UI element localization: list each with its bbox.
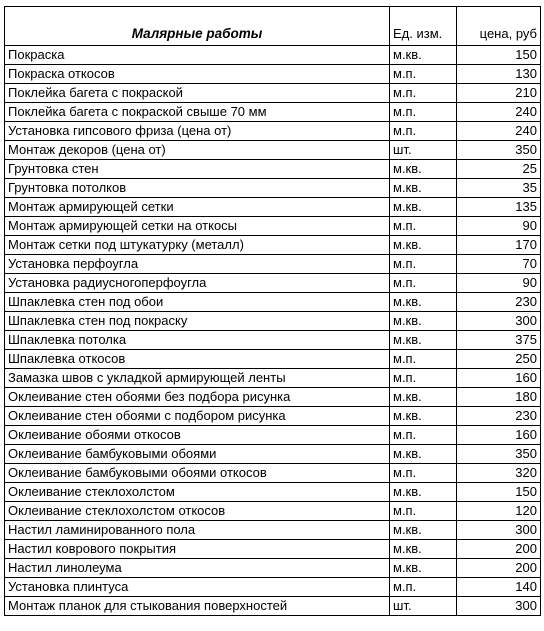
cell-unit: м.п. — [390, 122, 457, 141]
cell-unit: м.кв. — [390, 521, 457, 540]
table-row — [5, 350, 541, 369]
cell-service: Грунтовка стен — [5, 160, 390, 179]
cell-price: 140 — [457, 578, 541, 597]
cell-unit: м.кв. — [390, 540, 457, 559]
cell-unit: м.кв. — [390, 46, 457, 65]
table-row — [5, 255, 541, 274]
cell-price: 300 — [457, 312, 541, 331]
cell-unit: шт. — [390, 141, 457, 160]
cell-unit: м.п. — [390, 464, 457, 483]
cell-price: 130 — [457, 65, 541, 84]
cell-price: 170 — [457, 236, 541, 255]
cell-price: 90 — [457, 274, 541, 293]
table-row — [5, 179, 541, 198]
table-row — [5, 369, 541, 388]
cell-service: Установка гипсового фриза (цена от) — [5, 122, 390, 141]
table-row — [5, 312, 541, 331]
cell-unit: м.кв. — [390, 312, 457, 331]
cell-unit: м.п. — [390, 103, 457, 122]
cell-price: 120 — [457, 502, 541, 521]
cell-service: Оклеивание бамбуковыми обоями откосов — [5, 464, 390, 483]
cell-unit: м.кв. — [390, 483, 457, 502]
cell-service: Грунтовка потолков — [5, 179, 390, 198]
cell-price: 240 — [457, 103, 541, 122]
cell-unit: м.кв. — [390, 179, 457, 198]
table-row — [5, 141, 541, 160]
cell-unit: м.п. — [390, 84, 457, 103]
cell-service: Монтаж планок для стыкования поверхностей — [5, 597, 390, 616]
table-row — [5, 540, 541, 559]
table-row — [5, 293, 541, 312]
cell-unit: м.п. — [390, 426, 457, 445]
cell-service: Оклеивание стеклохолстом — [5, 483, 390, 502]
header-unit: Ед. изм. — [390, 7, 457, 46]
table-row — [5, 122, 541, 141]
table-row — [5, 103, 541, 122]
table-row — [5, 388, 541, 407]
cell-service: Установка радиусногоперфоугла — [5, 274, 390, 293]
cell-service: Оклеивание стен обоями с подбором рисунка — [5, 407, 390, 426]
cell-service: Оклеивание обоями откосов — [5, 426, 390, 445]
cell-unit: м.п. — [390, 350, 457, 369]
table-row — [5, 217, 541, 236]
cell-price: 320 — [457, 464, 541, 483]
cell-price: 90 — [457, 217, 541, 236]
price-list-sheet — [4, 6, 540, 616]
cell-price: 210 — [457, 84, 541, 103]
cell-unit: м.п. — [390, 255, 457, 274]
cell-unit: шт. — [390, 597, 457, 616]
table-row — [5, 464, 541, 483]
cell-service: Оклеивание стеклохолстом откосов — [5, 502, 390, 521]
price-table — [4, 6, 541, 616]
cell-service: Установка перфоугла — [5, 255, 390, 274]
table-row — [5, 65, 541, 84]
cell-unit: м.п. — [390, 65, 457, 84]
cell-service: Оклеивание бамбуковыми обоями — [5, 445, 390, 464]
cell-service: Монтаж армирующей сетки — [5, 198, 390, 217]
cell-service: Покраска откосов — [5, 65, 390, 84]
table-row — [5, 331, 541, 350]
cell-unit: м.кв. — [390, 388, 457, 407]
cell-price: 180 — [457, 388, 541, 407]
header-service: Малярные работы — [5, 7, 390, 46]
cell-price: 150 — [457, 46, 541, 65]
cell-service: Поклейка багета с покраской свыше 70 мм — [5, 103, 390, 122]
cell-service: Оклеивание стен обоями без подбора рисунка — [5, 388, 390, 407]
cell-unit: м.кв. — [390, 160, 457, 179]
cell-price: 135 — [457, 198, 541, 217]
cell-unit: м.п. — [390, 217, 457, 236]
cell-unit: м.п. — [390, 369, 457, 388]
table-row — [5, 407, 541, 426]
table-row — [5, 198, 541, 217]
cell-price: 150 — [457, 483, 541, 502]
header-row — [5, 7, 541, 46]
cell-unit: м.п. — [390, 274, 457, 293]
cell-service: Замазка швов с укладкой армирующей ленты — [5, 369, 390, 388]
table-row — [5, 84, 541, 103]
cell-service: Монтаж армирующей сетки на откосы — [5, 217, 390, 236]
cell-unit: м.кв. — [390, 445, 457, 464]
cell-service: Покраска — [5, 46, 390, 65]
cell-service: Монтаж декоров (цена от) — [5, 141, 390, 160]
cell-service: Настил линолеума — [5, 559, 390, 578]
cell-service: Поклейка багета с покраской — [5, 84, 390, 103]
cell-price: 230 — [457, 407, 541, 426]
cell-price: 200 — [457, 559, 541, 578]
table-row — [5, 559, 541, 578]
cell-price: 300 — [457, 597, 541, 616]
cell-service: Монтаж сетки под штукатурку (металл) — [5, 236, 390, 255]
cell-unit: м.кв. — [390, 293, 457, 312]
table-row — [5, 597, 541, 616]
cell-service: Шпаклевка потолка — [5, 331, 390, 350]
cell-service: Шпаклевка стен под обои — [5, 293, 390, 312]
cell-price: 240 — [457, 122, 541, 141]
cell-unit: м.п. — [390, 578, 457, 597]
cell-service: Шпаклевка откосов — [5, 350, 390, 369]
cell-service: Шпаклевка стен под покраску — [5, 312, 390, 331]
table-row — [5, 274, 541, 293]
cell-price: 300 — [457, 521, 541, 540]
cell-price: 375 — [457, 331, 541, 350]
cell-service: Установка плинтуса — [5, 578, 390, 597]
table-row — [5, 483, 541, 502]
table-row — [5, 160, 541, 179]
cell-price: 160 — [457, 369, 541, 388]
cell-price: 160 — [457, 426, 541, 445]
table-row — [5, 445, 541, 464]
table-row — [5, 502, 541, 521]
cell-price: 25 — [457, 160, 541, 179]
table-row — [5, 46, 541, 65]
cell-price: 35 — [457, 179, 541, 198]
cell-service: Настил ламинированного пола — [5, 521, 390, 540]
cell-price: 70 — [457, 255, 541, 274]
cell-price: 230 — [457, 293, 541, 312]
cell-price: 250 — [457, 350, 541, 369]
cell-unit: м.кв. — [390, 236, 457, 255]
cell-price: 200 — [457, 540, 541, 559]
cell-price: 350 — [457, 141, 541, 160]
table-row — [5, 426, 541, 445]
cell-service: Настил коврового покрытия — [5, 540, 390, 559]
header-price: цена, руб — [457, 7, 541, 46]
cell-price: 350 — [457, 445, 541, 464]
cell-unit: м.кв. — [390, 559, 457, 578]
table-body — [5, 46, 541, 616]
cell-unit: м.п. — [390, 502, 457, 521]
table-row — [5, 236, 541, 255]
cell-unit: м.кв. — [390, 331, 457, 350]
table-row — [5, 521, 541, 540]
table-row — [5, 578, 541, 597]
cell-unit: м.кв. — [390, 198, 457, 217]
cell-unit: м.кв. — [390, 407, 457, 426]
